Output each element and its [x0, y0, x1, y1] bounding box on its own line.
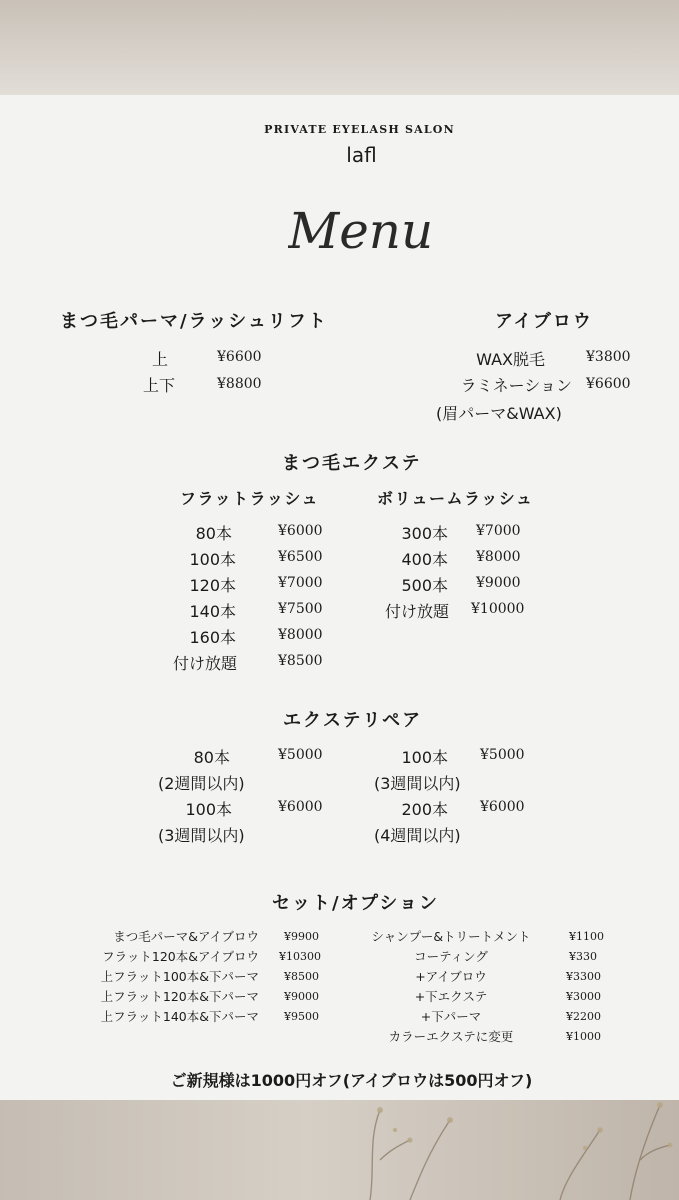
flat-item-name: 付け放題 — [173, 654, 238, 673]
flat-lash-heading: フラットラッシュ — [180, 489, 320, 508]
option-addon-name: カラーエクステに変更 — [388, 1029, 514, 1044]
option-addon-name: コーティング — [414, 949, 488, 964]
menu-script-title — [288, 190, 438, 270]
eyebrow-heading: アイブロウ — [495, 311, 593, 332]
volume-item-name: 400本 — [401, 550, 448, 569]
option-addon-name: +下エクステ — [414, 989, 488, 1004]
option-addon-price: ¥1100 — [569, 930, 604, 943]
volume-item-price: ¥8000 — [476, 549, 521, 565]
flat-item-price: ¥8500 — [278, 653, 323, 669]
top-background — [0, 0, 679, 95]
lash-perm-item-name: 上 — [152, 350, 169, 369]
flat-item-name: 80本 — [195, 524, 232, 543]
option-set-name: 上フラット100本&下パーマ — [100, 969, 259, 984]
eyebrow-note: (眉パーマ&WAX) — [436, 404, 562, 423]
lash-perm-item-price: ¥6600 — [217, 349, 262, 365]
new-customer-discount: ご新規様は1000円オフ(アイブロウは500円オフ) — [170, 1071, 533, 1090]
repair-item-note: (2週間以内) — [158, 774, 245, 793]
repair-item-note: (3週間以内) — [374, 774, 461, 793]
repair-item-price: ¥6000 — [278, 799, 323, 815]
repair-item-name: 80本 — [193, 748, 230, 767]
eyebrow-item-price: ¥3800 — [586, 349, 631, 365]
volume-item-price: ¥9000 — [476, 575, 521, 591]
option-addon-price: ¥1000 — [566, 1030, 601, 1043]
repair-item-price: ¥6000 — [480, 799, 525, 815]
volume-item-price: ¥10000 — [471, 601, 525, 617]
salon-name: lafl — [346, 143, 377, 167]
option-set-price: ¥8500 — [284, 970, 319, 983]
repair-item-name: 100本 — [401, 748, 448, 767]
menu-title-text: Menu — [288, 202, 434, 260]
repair-heading: エクステリペア — [283, 710, 423, 731]
volume-item-name: 500本 — [401, 576, 448, 595]
option-set-name: 上フラット120本&下パーマ — [100, 989, 259, 1004]
lash-perm-heading: まつ毛パーマ/ラッシュリフト — [60, 311, 328, 332]
volume-item-price: ¥7000 — [476, 523, 521, 539]
option-addon-name: シャンプー&トリートメント — [371, 929, 531, 944]
flat-item-price: ¥8000 — [278, 627, 323, 643]
flat-item-name: 160本 — [189, 628, 236, 647]
eyebrow-item-price: ¥6600 — [586, 376, 631, 392]
repair-item-price: ¥5000 — [278, 747, 323, 763]
lash-perm-item-name: 上下 — [143, 376, 176, 395]
flat-item-name: 140本 — [189, 602, 236, 621]
flat-item-name: 100本 — [189, 550, 236, 569]
eyebrow-item-name: ラミネーション — [460, 376, 572, 395]
salon-subtitle: PRIVATE EYELASH SALON — [264, 123, 455, 136]
option-set-name: 上フラット140本&下パーマ — [100, 1009, 259, 1024]
volume-lash-heading: ボリュームラッシュ — [377, 489, 534, 508]
flat-item-price: ¥6500 — [278, 549, 323, 565]
repair-item-note: (3週間以内) — [158, 826, 245, 845]
option-addon-price: ¥3000 — [566, 990, 601, 1003]
option-set-price: ¥9900 — [284, 930, 319, 943]
repair-item-note: (4週間以内) — [374, 826, 461, 845]
option-addon-name: +アイブロウ — [415, 969, 487, 984]
option-set-price: ¥9500 — [284, 1010, 319, 1023]
option-addon-price: ¥330 — [569, 950, 597, 963]
option-set-price: ¥9000 — [284, 990, 319, 1003]
volume-item-name: 付け放題 — [385, 602, 450, 621]
option-set-name: フラット120本&アイブロウ — [102, 949, 259, 964]
dried-flower-decoration — [330, 1100, 679, 1200]
eyebrow-item-name: WAX脱毛 — [476, 350, 545, 369]
lash-perm-item-price: ¥8800 — [217, 376, 262, 392]
extension-heading: まつ毛エクステ — [282, 453, 422, 474]
option-addon-price: ¥3300 — [566, 970, 601, 983]
option-set-price: ¥10300 — [279, 950, 321, 963]
flat-item-name: 120本 — [189, 576, 236, 595]
flat-item-price: ¥6000 — [278, 523, 323, 539]
flat-item-price: ¥7500 — [278, 601, 323, 617]
flat-item-price: ¥7000 — [278, 575, 323, 591]
repair-item-name: 200本 — [401, 800, 448, 819]
repair-item-name: 100本 — [185, 800, 232, 819]
repair-item-price: ¥5000 — [480, 747, 525, 763]
option-addon-price: ¥2200 — [566, 1010, 601, 1023]
option-set-name: まつ毛パーマ&アイブロウ — [113, 929, 259, 944]
options-heading: セット/オプション — [272, 893, 439, 914]
volume-item-name: 300本 — [401, 524, 448, 543]
option-addon-name: +下パーマ — [420, 1009, 482, 1024]
